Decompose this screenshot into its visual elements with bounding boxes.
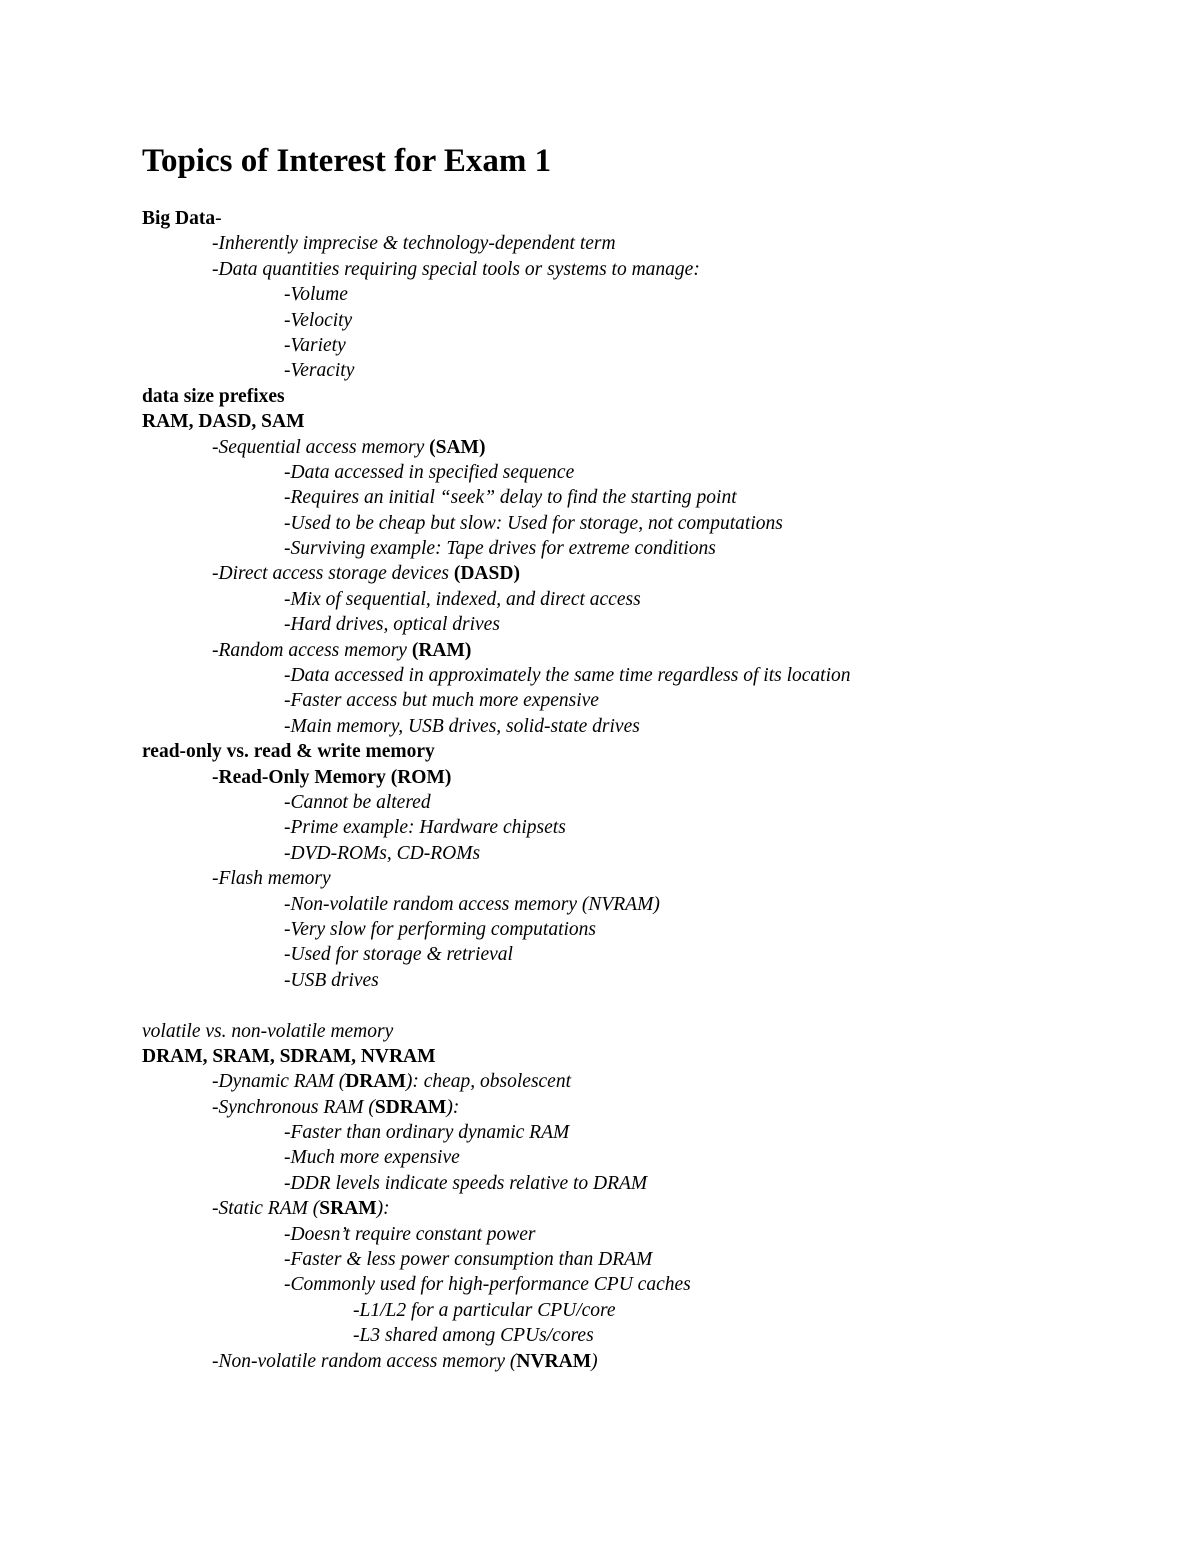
- line-text: -Prime example: Hardware chipsets: [284, 817, 566, 839]
- line-text: -Data accessed in approximately the same time regardless of its location: [284, 665, 851, 687]
- line-text: (DASD): [453, 563, 520, 585]
- heading-read-only-vs-rw: [142, 739, 1142, 764]
- line-text: -Non-volatile random access memory (: [212, 1350, 517, 1372]
- line-text: SRAM: [319, 1198, 377, 1220]
- bullet-sram-caches: [142, 1272, 1142, 1297]
- line-text: -Mix of sequential, indexed, and direct access: [284, 588, 641, 610]
- bullet-ram-time: [142, 663, 1142, 688]
- bullet-sam-sequence: [142, 460, 1142, 485]
- line-text: -Faster & less power consumption than DRAM: [284, 1249, 653, 1271]
- bullet-sam-seek: [142, 485, 1142, 510]
- line-text: -Velocity: [284, 309, 353, 331]
- line-text: -L1/L2 for a particular CPU/core: [353, 1299, 616, 1321]
- bullet-dram: [142, 1069, 1142, 1094]
- line-text: ):: [446, 1096, 460, 1118]
- heading-data-size-prefixes: [142, 384, 1142, 409]
- line-text: -Dynamic RAM (: [212, 1071, 346, 1093]
- bullet-ram-main: [142, 714, 1142, 739]
- bullet-sdram: [142, 1095, 1142, 1120]
- bullet-sam: [142, 435, 1142, 460]
- line-text: SDRAM: [374, 1096, 447, 1118]
- line-text: -Doesn’t require constant power: [284, 1223, 536, 1245]
- bullet-dasd: [142, 561, 1142, 586]
- line-text: -Volume: [284, 284, 348, 306]
- line-text: -USB drives: [284, 969, 379, 991]
- bullet-rom-altered: [142, 790, 1142, 815]
- bullet-flash: [142, 866, 1142, 891]
- heading-volatile: [142, 1019, 1142, 1044]
- line-text: -Surviving example: Tape drives for extreme conditions: [284, 538, 716, 560]
- line-text: Big Data: [142, 208, 216, 229]
- line-text: -Hard drives, optical drives: [284, 614, 500, 636]
- bullet-variety: [142, 333, 1142, 358]
- line-text: DRAM, SRAM, SDRAM, NVRAM: [142, 1045, 436, 1067]
- line-text: -Used for storage & retrieval: [284, 944, 513, 966]
- line-text: -Synchronous RAM (: [212, 1096, 375, 1118]
- line-text: data size prefixes: [142, 385, 285, 407]
- bullet-sdram-ddr: [142, 1171, 1142, 1196]
- topic-outline: [142, 206, 1142, 1374]
- line-text: RAM, DASD, SAM: [142, 411, 305, 433]
- line-text: -Data quantities requiring special tools or systems to manage:: [212, 258, 700, 280]
- line-text: -DVD-ROMs, CD-ROMs: [284, 842, 481, 864]
- line-text: -Commonly used for high-performance CPU caches: [284, 1274, 691, 1296]
- bullet-dasd-drives: [142, 612, 1142, 637]
- bullet-data-quantities: [142, 257, 1142, 282]
- bullet-sdram-faster: [142, 1120, 1142, 1145]
- line-text: read-only vs. read & write memory: [142, 741, 435, 763]
- bullet-flash-storage: [142, 942, 1142, 967]
- line-text: -L3 shared among CPUs/cores: [353, 1325, 594, 1347]
- line-text: -Faster than ordinary dynamic RAM: [284, 1122, 570, 1144]
- line-text: -: [215, 208, 222, 229]
- bullet-ram-faster: [142, 688, 1142, 713]
- bullet-sram-faster: [142, 1247, 1142, 1272]
- bullet-rom-dvd: [142, 841, 1142, 866]
- bullet-imprecise-term: [142, 231, 1142, 256]
- line-text: -Random access memory: [212, 639, 412, 661]
- heading-ram-dasd-sam: [142, 409, 1142, 434]
- line-text: NVRAM: [516, 1350, 592, 1372]
- bullet-sam-tape: [142, 536, 1142, 561]
- line-text: -Veracity: [284, 360, 355, 382]
- line-text: (SAM): [429, 436, 486, 458]
- bullet-rom-chipsets: [142, 815, 1142, 840]
- bullet-sram-l3: [142, 1323, 1142, 1348]
- line-text: -Cannot be altered: [284, 791, 431, 813]
- bullet-dasd-mix: [142, 587, 1142, 612]
- line-text: -Requires an initial “seek” delay to find the starting point: [284, 487, 737, 509]
- line-text: -Direct access storage devices: [212, 563, 454, 585]
- bullet-flash-slow: [142, 917, 1142, 942]
- bullet-flash-nvram: [142, 892, 1142, 917]
- bullet-sram: [142, 1196, 1142, 1221]
- line-text: -Inherently imprecise & technology-dependent term: [212, 233, 616, 255]
- line-text: -Variety: [284, 334, 346, 356]
- line-text: -Faster access but much more expensive: [284, 690, 599, 712]
- heading-big-data: [142, 206, 1142, 231]
- bullet-nvram: [142, 1349, 1142, 1374]
- bullet-flash-usb: [142, 968, 1142, 993]
- line-text: -Much more expensive: [284, 1147, 460, 1169]
- line-text: -Very slow for performing computations: [284, 918, 596, 940]
- bullet-sram-power: [142, 1222, 1142, 1247]
- bullet-sram-l1l2: [142, 1298, 1142, 1323]
- line-text: -DDR levels indicate speeds relative to DRAM: [284, 1172, 648, 1194]
- line-text: -Sequential access memory: [212, 436, 430, 458]
- line-text: DRAM: [345, 1071, 406, 1093]
- bullet-volume: [142, 282, 1142, 307]
- line-text: -Used to be cheap but slow: Used for storage, not computations: [284, 512, 783, 534]
- line-text: volatile vs. non-volatile memory: [142, 1020, 394, 1042]
- bullet-sam-cheap: [142, 511, 1142, 536]
- bullet-rom: [142, 765, 1142, 790]
- bullet-velocity: [142, 308, 1142, 333]
- line-text: ):: [376, 1198, 390, 1220]
- line-text: ): [591, 1350, 598, 1372]
- line-text: (RAM): [411, 639, 472, 661]
- line-text: -Main memory, USB drives, solid-state drives: [284, 715, 640, 737]
- blank-line: [142, 993, 1142, 1018]
- line-text: -Flash memory: [212, 868, 331, 890]
- line-text: ): cheap, obsolescent: [405, 1071, 572, 1093]
- line-text: -Non-volatile random access memory (NVRAM): [284, 893, 660, 915]
- bullet-sdram-expensive: [142, 1145, 1142, 1170]
- page-title: Topics of Interest for Exam 1: [142, 143, 552, 179]
- bullet-ram: [142, 638, 1142, 663]
- line-text: -Read-Only Memory (ROM): [212, 766, 452, 788]
- line-text: -Static RAM (: [212, 1198, 320, 1220]
- heading-dram-sram: [142, 1044, 1142, 1069]
- line-text: -Data accessed in specified sequence: [284, 461, 575, 483]
- bullet-veracity: [142, 358, 1142, 383]
